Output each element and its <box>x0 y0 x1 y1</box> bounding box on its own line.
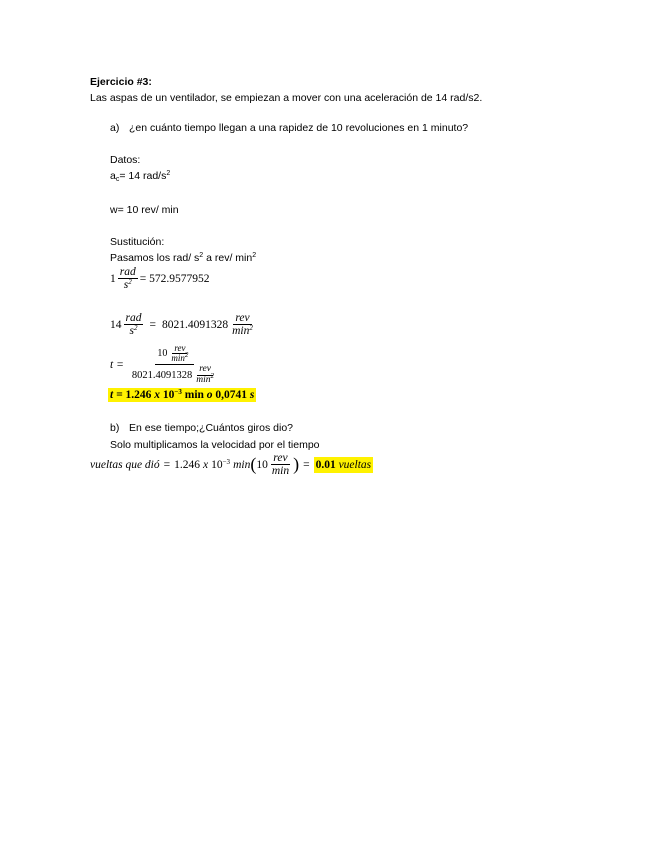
conversion-note-b: a rev/ min <box>203 252 253 264</box>
datos-label: Datos: <box>110 154 141 166</box>
eq5-equals: = <box>163 458 171 471</box>
datos-angular-speed: w= 10 rev/ min <box>110 204 179 216</box>
eq1-coefficient: 1 <box>110 272 116 285</box>
eq5-equals2: = <box>303 458 310 471</box>
equation-2 <box>110 312 257 337</box>
eq2-coefficient: 14 <box>110 318 122 331</box>
eq5-power: $10^{-3}$ <box>211 457 231 471</box>
eq2-fraction <box>124 312 144 337</box>
eq2-unit-fraction <box>230 312 255 337</box>
eq5-mantissa: 1.246 <box>174 458 200 471</box>
eq5-inner-denominator: min <box>271 465 290 478</box>
sustitucion-label: Sustitución: <box>110 236 165 248</box>
eq5-result: 0.01 vueltas <box>315 458 372 471</box>
eq3-bottom-unit: $\frac{\text{rev}}{\min^2}$ <box>196 363 214 385</box>
ac-symbol: a <box>110 170 116 182</box>
part-b-marker: b) <box>110 422 120 434</box>
ac-exponent: 2 <box>166 170 171 177</box>
eq3-top-unit: $\frac{\text{rev}}{\min^2}$ <box>171 343 189 364</box>
eq1-numerator: rad <box>119 266 136 278</box>
eq2-value: 8021.4091328 <box>161 318 229 331</box>
conversion-note-exp2: 2 <box>252 252 257 259</box>
part-b-explanation: Solo multiplicamos la velocidad por el tiempo <box>110 439 320 451</box>
eq5-times: x <box>203 458 209 471</box>
part-b-question: En ese tiempo;¿Cuántos giros dio? <box>129 422 294 434</box>
datos-acceleration <box>110 170 170 182</box>
eq5-close-paren: ) <box>293 454 300 475</box>
eq5-inner-coef: 10 <box>256 458 268 471</box>
problem-statement: Las aspas de un ventilador, se empiezan a mover con una aceleración de 14 rad/s2. <box>90 92 483 104</box>
eq5-inner-numerator: rev <box>273 452 288 464</box>
equation-3 <box>110 344 222 386</box>
eq5-unit: min <box>233 458 251 471</box>
conversion-note <box>110 252 256 264</box>
eq1-denominator: $s^2$ <box>123 278 132 292</box>
ac-subscript: c <box>115 176 120 183</box>
eq3-main-numerator: 10 $\frac{\text{rev}}{\min^2}$ <box>155 344 194 365</box>
part-a-marker: a) <box>110 122 120 134</box>
eq5-inner-fraction <box>270 452 291 477</box>
equation-1 <box>110 266 209 291</box>
eq3-lhs: t = <box>110 358 124 371</box>
eq2-unit-numerator: rev <box>235 312 250 324</box>
eq2-numerator: rad <box>125 312 142 324</box>
conversion-note-a: Pasamos los rad/ s <box>110 252 200 264</box>
equation-4-result: t = 1.246 x $10^{-3}$ min o 0,0741 s <box>110 388 255 401</box>
eq3-main-fraction <box>130 344 220 386</box>
part-a-question: ¿en cuánto tiempo llegan a una rapidez de 10 revoluciones en 1 minuto? <box>129 122 469 134</box>
equation-5 <box>90 452 373 477</box>
eq2-denominator: $s^2$ <box>129 324 138 338</box>
eq5-open-paren: ( <box>250 454 257 475</box>
exercise-heading: Ejercicio #3: <box>90 76 152 88</box>
eq3-main-denominator: 8021.4091328 $\frac{\text{rev}}{\min^2}$ <box>131 363 214 385</box>
eq1-fraction <box>118 266 138 291</box>
eq2-equals: = <box>149 318 156 331</box>
ac-value: = 14 rad/s <box>119 170 167 182</box>
conversion-note-exp: 2 <box>199 252 204 259</box>
eq1-result: = 572.9577952 <box>139 272 210 285</box>
eq5-lhs: vueltas que dió <box>90 458 160 471</box>
eq2-unit-denominator: $\min^2$ <box>232 324 253 338</box>
